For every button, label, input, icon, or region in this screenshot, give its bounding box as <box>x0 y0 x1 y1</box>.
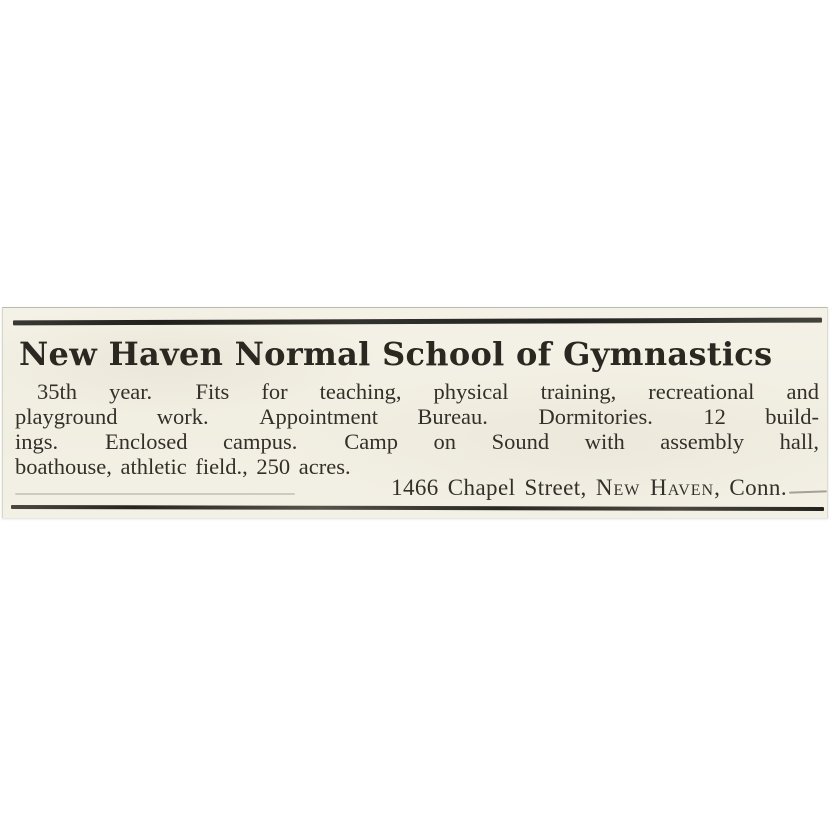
top-rule <box>13 318 822 326</box>
body-line: boathouse, athletic field., 250 acres. <box>15 454 351 479</box>
baseline-rule-right <box>789 490 827 493</box>
address-state: , Conn. <box>714 475 787 500</box>
ad-body <box>15 379 819 479</box>
body-line: ings. Enclosed campus. Camp on Sound with assembly hall, <box>15 429 819 454</box>
address-city: New Haven <box>595 475 715 500</box>
address-line <box>3 475 787 501</box>
ad-title: New Haven Normal School of Gymnastics <box>19 335 773 373</box>
bottom-rule <box>11 505 824 511</box>
body-line: playground work. Appointment Bureau. Dormitories. 12 build- <box>15 404 819 429</box>
ad-clipping <box>2 307 828 518</box>
body-line: 35th year. Fits for teaching, physical training, recreational and <box>37 379 819 404</box>
address-street: 1466 Chapel Street, <box>391 475 596 500</box>
baseline-rule-left <box>15 493 295 495</box>
